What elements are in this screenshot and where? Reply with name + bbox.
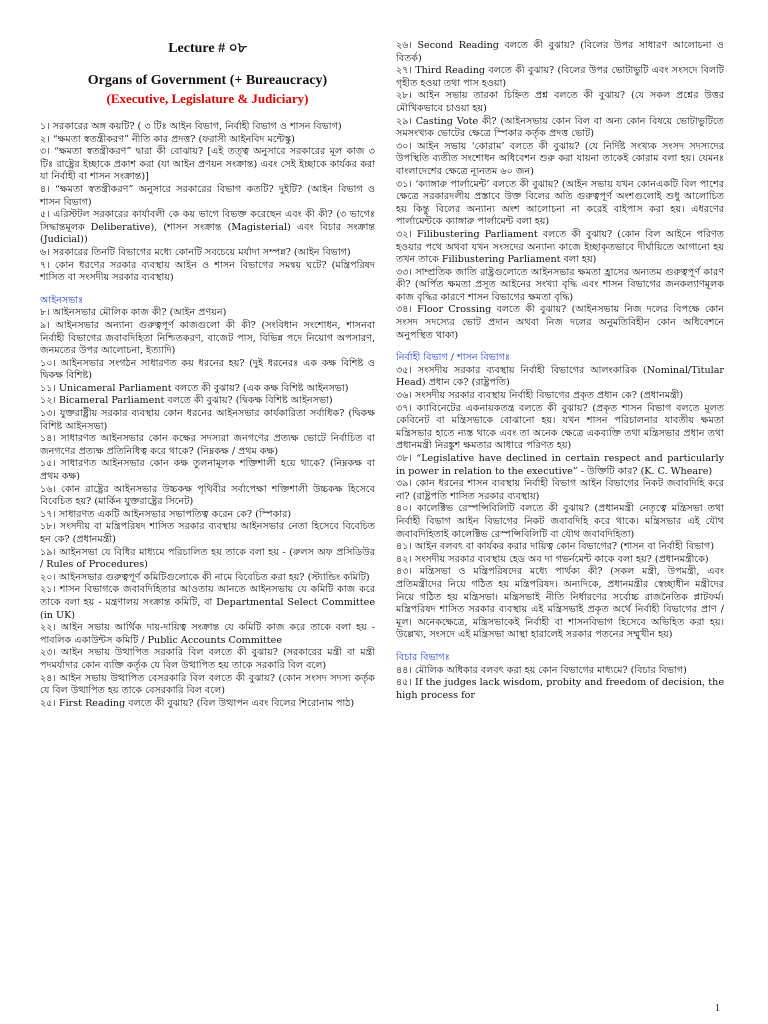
qa-item: ২৫। First Reading বলতে কী বুঝায়? (বিল উত্থাপন এবং বিলের শিরোনাম পাঠ) <box>40 697 355 709</box>
qa-item: ৪৫। If the judges lack wisdom, probity and freedom of decision, the high process for <box>396 677 724 701</box>
qa-item: ৮। আইনসভার মৌলিক কাজ কী? (আইন প্রণয়ন) <box>40 307 227 319</box>
qa-item: ১৯। আইনসভা যে বিধির মাধ্যমে পরিচালিত হয় তাকে বলা হয় - (রুলস অফ প্রসিডিউর / Rules of Procedures) <box>40 546 375 571</box>
qa-item: ২২। আইন সভায় আর্থিক দায়-দায়িত্ব সংক্রান্ত যে কমিটি কাজ করে তাকে বলা হয় - পাবলিক একাউন্টস কমিটি / Public Accounts Committee <box>40 622 375 646</box>
qa-item: ৭। কোন ধরণের সরকার ব্যবস্থায় আইন ও শাসন বিভাগের সমন্বয় ঘটে? (মন্ত্রিপরিষদ শাসিত বা সংসদীয় সরকার ব্যবস্থায়) <box>40 259 375 284</box>
qa-item: ২৮। আইন সভায় তারকা চিহ্নিত প্রশ্ন বলতে কী বুঝায়? (যে সকল প্রশ্নের উত্তর মৌখিকভাবে চাওয়া হয়) <box>396 90 724 114</box>
qa-item: ১৪। সাধারণত আইনসভার কোন কক্ষের সদস্যরা জনগণের প্রত্যক্ষ ভোটে নির্বাচিত বা জনগণের প্রত্যক্ষ প্রতিনিধিত্ব করে থাকে? (নিম্নকক্ষ / প্রথম কক্ষ) <box>40 433 375 457</box>
qa-item: ২০। আইনসভার গুরুত্বপূর্ণ কমিটিগুলোকে কী নামে বিবেচিত করা হয়? (স্ট্যান্ডিং কমিটি) <box>40 571 370 583</box>
qa-item: ৩৭। ক্যাবিনেটের একনায়কতন্ত্র বলতে কী বুঝায়? (প্রকৃত শাসন বিভাগ বলতে মূলত কেবিনেট বা মন্ত্রিসভাকে বোঝানো হয়। যখন শাসন পরিচালনার যাবতীয় ক্ষমতা মন্ত্রিসভার হাতে ন্যস্ত থাকে এবং তা অনেক ক্ষেত্রে একব্যক্তি তথা মন্ত্রিসভার প্রধান তথা প্রধানমন্ত্রী নিরঙ্কুশ ক্ষমতার আধারে পরিণত হয়) <box>396 402 724 452</box>
lecture-title: Lecture # ০৮ <box>168 41 247 56</box>
qa-item: ৩৯। কোন ধরনের শাসন ব্যবস্থায় নির্বাহী বিভাগ আইন বিভাগের নিকট জবাবদিহি করে না? (রাষ্ট্রপতি শাসিত সরকার ব্যবস্থায়) <box>396 478 724 502</box>
qa-item: ৪২। সংসদীয় সরকার ব্যবস্থায় হেড অব দা গভর্নমেন্ট কাকে বলা হয়? (প্রধানমন্ত্রীকে) <box>396 553 709 565</box>
qa-item: ১৭। সাধারণত একটি আইনসভার সভাপতিত্ব করেন কে? (স্পিকার) <box>40 508 292 520</box>
qa-item: ২৬। Second Reading বলতে কী বুঝায়? (বিলের উপর সাধারণ আলোচনা ও বিতর্ক) <box>396 40 724 64</box>
qa-item: ২১। শাসন বিভাগকে জবাবদিহিতার আওতায় আনতে আইনসভায় যে কমিটি কাজ করে তাকে বলা হয় - মন্ত্রণালয় সংক্রান্ত কমিটি, বা Departmental Select Committee (in UK) <box>40 584 375 621</box>
section-heading-judiciary: বিচার বিভাগঃ <box>396 651 450 663</box>
qa-item: ৪৩। মন্ত্রিসভা ও মন্ত্রিপরিষদের মধ্যে পার্থক্য কী? (সকল মন্ত্রী, উপমন্ত্রী, এবং প্রতিমন্ত্রীদের নিয়ে গঠিত হয় মন্ত্রিপরিষদ। অন্যদিকে, প্রধানমন্ত্রীর স্বেচ্ছাধীন মন্ত্রীদের নিয়ে গঠিত হয় মন্ত্রিসভা। মন্ত্রিসভাই নীতি নির্ধারণের সর্বোচ্চ রাজনৈতিক প্লাটফর্ম। মন্ত্রিপরিষদ শাসিত সরকার ব্যবস্থায় এই মন্ত্রিসভাই প্রকৃত অর্থে নির্বাহী বিভাগের প্রাণ / মূল। অনেকক্ষেত্রে, মন্ত্রিসভাকেই নির্বাহী বা শাসনবিভাগ হিসেবে অভিহিত করা হয়। উল্লেখ্য, সংসদে এই মন্ত্রিসভা আস্থা হারালেই সরকার পতনের সম্মুখীন হয়) <box>396 566 724 641</box>
qa-item: ১০। আইনসভার সংগঠন সাধারণত কয় ধরনের হয়? (দুই ধরনেরঃ এক কক্ষ বিশিষ্ট ও দ্বিকক্ষ বিশিষ্ট) <box>40 357 375 382</box>
qa-item: ২। “ক্ষমতা স্বতন্ত্রীকরণ” নীতি কার প্রদত্ত? (ফরাসী আইনবিদ মন্টেস্কু) <box>40 133 295 145</box>
qa-item: ৩৬। সংসদীয় সরকার ব্যবস্থায় নির্বাহী বিভাগের প্রকৃত প্রধান কে? (প্রধানমন্ত্রী) <box>396 390 684 402</box>
qa-item: ৩। “ক্ষমতা স্বতন্ত্রীকরণ” দ্বারা কী বোঝায়? [এই তত্ত্ব অনুসারে সরকারের মূল কাজ ৩ টিঃ রাষ্ট্রের ইচ্ছাকে প্রকাশ করা (যা আইন প্রণয়ন সংক্রান্ত) এবং সেই ইচ্ছাকে কার্যকর করা যা নির্বাহী বা শাসন সংক্রান্ত)] <box>40 146 375 183</box>
qa-item: ৪। “ক্ষমতা স্বতন্ত্রীকরণ” অনুসারে সরকারের বিভাগ কতটি? দুইটি? (আইন বিভাগ ও শাসন বিভাগ) <box>40 183 375 208</box>
qa-item: ৩৪। Floor Crossing বলতে কী বুঝায়? (আইনসভায় নিজ দলের বিপক্ষে কোন সংসদ সদস্যের ভোট প্রদান অথবা নিজ দলের অনুমতিবিহীন কোন অধিবেশনে অনুপস্থিত থাকা) <box>396 304 724 341</box>
qa-item: ৩২। Filibustering Parliament বলতে কী বুঝায়? (কোন বিল আইনে পরিণত হওয়ার পথে অথবা যখন সংসদের অন্যান্য কাজে ইচ্ছাকৃতভাবে দীর্ঘায়িতে আগানো হয় তখন তাকে Filibustering Parliament বলা হয়) <box>396 228 724 266</box>
qa-item: ১৬। কোন রাষ্ট্রের আইনসভার উচ্চকক্ষ পৃথিবীর সর্বাপেক্ষা শক্তিশালী উচ্চকক্ষ হিসেবে বিবেচিত হয়? (মার্কিন যুক্তরাষ্ট্রের সিনেট) <box>40 483 375 508</box>
qa-item: ৪০। কালেক্টিভ রেস্পন্সিবিলিটি বলতে কী বুঝায়? (প্রধানমন্ত্রী নেতৃত্বে মন্ত্রিসভা তথা নির্বাহী বিভাগ আইন বিভাগের নিকট জবাবদিহি করে থাকে। মন্ত্রিসভার এই যৌথ জবাবদিহিতাই কালেক্টিভ রেস্পন্সিবিলিটি বা যৌথ জবাবদিহিতা) <box>396 503 724 540</box>
qa-item: ৪১। আইন বলবৎ বা কার্যকর করার দায়িত্ব কোন বিভাগের? (শাসন বা নির্বাহী বিভাগ) <box>396 541 715 553</box>
qa-item: ৯। আইনসভার অন্যান্য গুরুত্বপূর্ণ কাজগুলো কী কী? (সংবিধান সংশোধন, শাসনবা নির্বাহী বিভাগের জবাবদিহিতা নিশ্চিতকরণ, বাজেট পাস, বিভিন্ন পদে নিয়োগ অপসারণ, জনমতের উপর আলোচনা, ইত্যাদি) <box>40 319 375 357</box>
left-column <box>40 40 375 710</box>
qa-item: ১৫। সাধারণত আইনসভার কোন কক্ষ তুলনামূলক শক্তিশালী হয়ে থাকে? (নিম্নকক্ষ বা প্রথম কক্ষ) <box>40 458 375 483</box>
qa-item: ৩১। ‘ক্যাঙ্গারু পার্লামেন্ট’ বলতে কী বুঝায়? (আইন সভায় যখন কোনএকটি বিল পাশের ক্ষেত্রে সরকারদলীয় প্রস্তাবে উক্ত বিলের অতি গুরুত্বপূর্ণ অংশগুলোই শুধু আলোচিত হয় কিন্তু বিলের অন্যান্য অংশ আলোচনা না করেই বাইপাস করা হয়। এধরণের পার্লামেন্টকে ক্যাঙ্গারু পার্লামেন্ট বলা হয়) <box>396 178 724 228</box>
qa-item: ২৪। আইন সভায় উত্থাপিত বেসরকারি বিল বলতে কী বুঝায়? (কোন সংসদ সদস্য কর্তৃক যে বিল উত্থাপিত হয় তাকে বেসরকারি বিল বলে) <box>40 672 375 697</box>
qa-item: ১। সরকারের অঙ্গ কয়টি? ( ৩ টিঃ আইন বিভাগ, নির্বাহী বিভাগ ও শাসন বিভাগ) <box>40 121 342 132</box>
qa-item: ৫। এরিস্টটল সরকারের কার্যাবলী কে কয় ভাগে বিভক্ত করেছেন এবং কী কী? (৩ ভাগেঃ সিদ্ধান্তমূলক Deliberative), (শাসন সংক্রান্ত (Magisterial) এবং বিচার সংক্রান্ত (Judicial)) <box>40 209 375 246</box>
qa-item: ৩৫। সংসদীয় সরকার ব্যবস্থায় নির্বাহী বিভাগের আলংকারিক (Nominal/Titular Head) প্রধান কে? (রাষ্ট্রপতি) <box>396 364 724 389</box>
qa-item: ১১। Unicameral Parliament বলতে কী বুঝায়? (এক কক্ষ বিশিষ্ট আইনসভা) <box>40 382 349 394</box>
document-subtitle: Organs of Government (+ Bureaucracy) <box>87 73 328 88</box>
qa-item: ২৩। আইন সভায় উত্থাপিত সরকারি বিল বলতে কী বুঝায়? (সরকারের মন্ত্রী বা মন্ত্রী পদমর্যাদার কোন ব্যক্তি কর্তৃক যে বিল উত্থাপিত হয় তাকে সরকারি বিল বলে) <box>40 647 375 671</box>
qa-item: ৩৩। সাম্প্রতিক জাতি রাষ্ট্রগুলোতে আইনসভার ক্ষমতা হ্রাসের অন্যতম গুরুত্বপূর্ণ কারণ কী? (অর্পিত ক্ষমতা প্রসূত আইনের সংখ্যা বৃদ্ধি এবং শাসন বিভাগের জনকল্যাণমূলক কাজ বৃদ্ধির কারণে শাসন বিভাগের ক্ষমতা বৃদ্ধি) <box>396 266 724 303</box>
qa-item: ১৩। যুক্তরাষ্ট্রীয় সরকার ব্যবস্থায় কোন ধরনের আইনসভার কার্যকারিতা সর্বাধিক? (দ্বিকক্ষ বিশিষ্ট আইনসভা) <box>40 408 375 432</box>
qa-item: ৪৪। মৌলিক অধিকার বলবৎ করা হয় কোন বিভাগের মাধ্যমে? (বিচার বিভাগ) <box>396 664 687 676</box>
qa-item: ১৮। সংসদীয় বা মন্ত্রিপরিষদ শাসিত সরকার ব্যবস্থায় আইনসভার নেতা হিসেবে বিবেচিত হন কে? (প্রধানমন্ত্রী) <box>40 521 375 545</box>
document-subtitle-red: (Executive, Legislature & Judiciary) <box>106 91 309 106</box>
qa-item: ২৭। Third Reading বলতে কী বুঝায়? (বিলের উপর ভোটাভুটি এবং সংসদে বিলটি গৃহীত হওয়া তথা পাস হওয়া) <box>396 65 724 89</box>
qa-item: ৩৮। “Legislative have declined in certain respect and particularly in power in relation to the executive” - উক্তিটি কার? (K. C. Wheare) <box>396 453 724 477</box>
qa-item: ৬। সরকারের তিনটি বিভাগের মধ্যে কোনটি সবচেয়ে মর্যাদা সম্পন্ন? (আইন বিভাগ) <box>40 246 351 258</box>
qa-item: ২৯। Casting Vote কী? (আইনসভায় কোন বিল বা অন্য কোন বিষয়ে ভোটাভুটিতে সমসংখ্যক ভোটের ক্ষেত্রে স্পিকার কর্তৃক প্রদত্ত ভোট) <box>396 115 724 140</box>
qa-item: ১২। Bicameral Parliament বলতে কী বুঝায়? (দ্বিকক্ষ বিশিষ্ট আইনসভা) <box>40 395 333 407</box>
right-column <box>396 40 724 702</box>
page-number: 1 <box>715 1003 720 1014</box>
section-heading-legislature: আইনসভাঃ <box>40 294 84 306</box>
qa-item: ৩০। আইন সভায় ‘কোরাম’ বলতে কী বুঝায়? (যে নির্দিষ্ট সংখ্যক সংসদ সদস্যদের উপস্থিতি ব্যতীত সংশোধন অধিবেশন শুরু করা যায়না তাকেই কোরাম বলা হয়। যেমনঃ বাংলাদেশের ক্ষেত্রে ন্যূনতম ৬০ জন) <box>396 140 724 177</box>
section-heading-executive: নির্বাহী বিভাগ / শাসন বিভাগঃ <box>396 352 511 364</box>
